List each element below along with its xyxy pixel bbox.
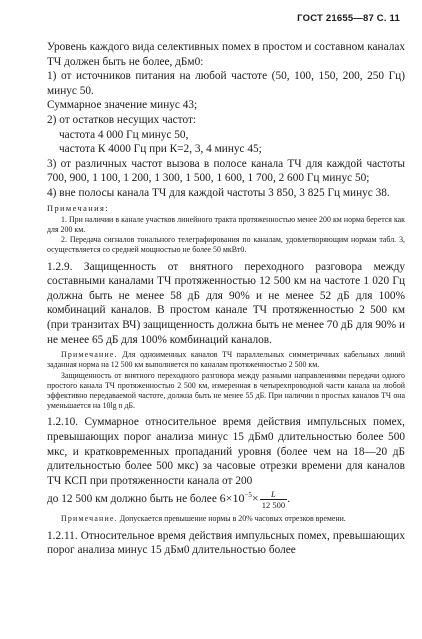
formula-fraction <box>260 489 287 510</box>
paragraph-freq-4000: частота 4 000 Гц минус 50, <box>59 128 189 141</box>
formula-line <box>47 488 405 514</box>
note3-text: Допускается превышение нормы в 20% часовых отрезков времени. <box>119 514 346 524</box>
page-header: ГОСТ 21655—87 С. 11 <box>297 13 400 24</box>
section-1-2-11: 1.2.11. Относительное время действия импульсных помех, превышающих порог анализа минус 15 дБм0 длительностью более <box>47 529 405 557</box>
formula <box>219 489 291 511</box>
formula-end: . <box>287 491 291 506</box>
note-section-1-2-9 <box>47 350 405 370</box>
paragraph-item-1: 1) от источников питания на любой частоте (50, 100, 150, 200, 250 Гц) минус 50. <box>47 70 405 97</box>
paragraph-item-4: 4) вне полосы канала ТЧ для каждой частоты 3 850, 3 825 Гц минус 38. <box>47 186 390 199</box>
formula-times: × <box>251 491 259 506</box>
crosstalk-directions-text: Защищенность от внятного переходного разговора между разными направлениями передачи одного простого канала ТЧ протяженностью 2 500 км, измеренная в четырехпроводной части канала на любой эффективно передаваемой частоте, должна быть не менее 55 дБ. При наличии n простых каналов ТЧ она уменьшается на 10lg n дБ. <box>47 370 405 411</box>
paragraph-sum: Суммарное значение минус 43; <box>47 99 198 112</box>
note-2: 2. Передача сигналов тонального телеграфирования по каналам, удовлетворяющим нормам табл. 3, осуществляется со средней мощностью не более 50 мкВт0. <box>47 235 405 255</box>
note3-label: Примечание. <box>61 514 118 524</box>
paragraph-item-2: 2) от остатков несущих частот: <box>47 113 197 126</box>
note-label: Примечание. <box>61 350 118 360</box>
paragraph-freq-k: частота К 4000 Гц при К=2, 3, 4 минус 45; <box>59 143 262 156</box>
document-body <box>47 40 405 558</box>
paragraph-intro: Уровень каждого вида селективных помех в простом и составном каналах ТЧ должен быть не более, дБм0: <box>47 41 405 68</box>
section-1-2-9: 1.2.9. Защищенность от внятного переходного разговора между составными каналами ТЧ протяженностью 12 500 км на частоте 1 020 Гц должна быть не менее 58 дБ для 90% и не менее 52 дБ для 100% комбинаций каналов. В простом канале ТЧ протяженностью 2 500 км (при транзитах ВЧ) защищенность должна быть не менее 70 дБ для 90% и не менее 65 дБ для 100% комбинаций каналов. <box>47 260 405 346</box>
formula-numerator: L <box>260 489 287 500</box>
section-1-2-10: 1.2.10. Суммарное относительное время действия импульсных помех, превышающих порог анализа минус 15 дБм0 длительностью более 500 мкс, и кратковременных пропаданий уровня (более чем на 18—20 дБ длительностью более 500 мкс) за часовые отрезки времени для каналов ТЧ КСП при протяженности канала от 200 <box>47 416 405 487</box>
notes-heading: Примечания: <box>47 203 109 213</box>
formula-lead-text: до 12 500 км должно быть не более <box>47 493 217 506</box>
formula-exponent: −5 <box>244 491 252 500</box>
formula-denominator: 12 500 <box>261 500 286 511</box>
note-text: Для одноименных каналов ТЧ параллельных симметричных кабельных линий заданная норма на 12 500 км выполняется по каналам протяженностью 2 500 км. <box>47 350 405 370</box>
note-section-1-2-10 <box>47 514 405 524</box>
paragraph-item-3: 3) от различных частот вызова в полосе канала ТЧ для каждой частоты 700, 900, 1 100, 1 200, 1 300, 1 500, 1 600, 1 700, 2 600 Гц минус 50; <box>47 157 405 185</box>
formula-base: 6×10 <box>219 491 245 506</box>
note-1: 1. При наличии в канале участков линейного тракта протяженностью менее 200 км норма берется как для 200 км. <box>47 214 405 234</box>
